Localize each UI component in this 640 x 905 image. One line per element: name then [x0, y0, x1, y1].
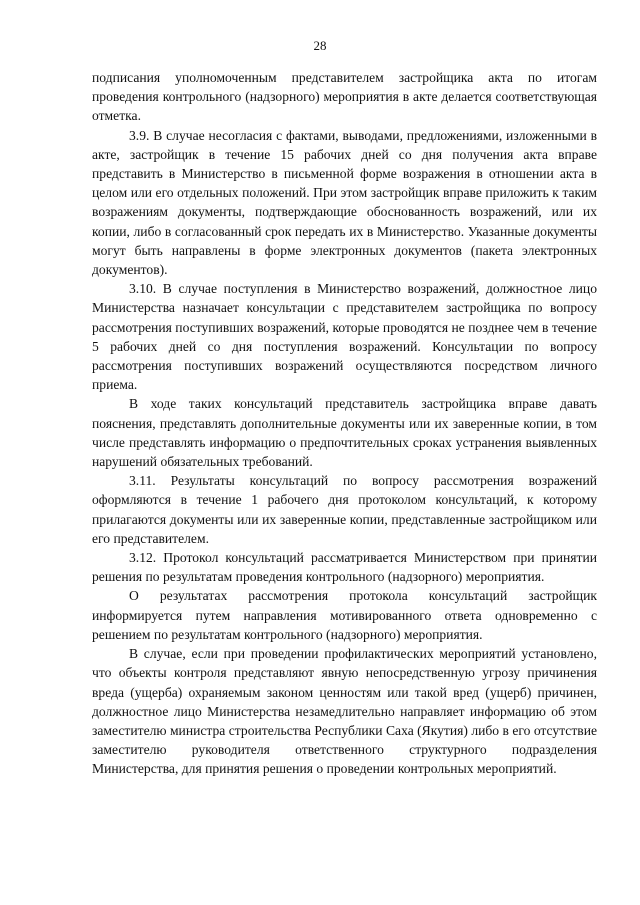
- paragraph-3-12: 3.12. Протокол консультаций рассматривается Министерством при принятии решения по результатам проведения контрольного (надзорного) мероприятия.: [92, 550, 597, 585]
- paragraph-3-11: 3.11. Результаты консультаций по вопросу рассмотрения возражений оформляются в течение 1 рабочего дня протоколом консультаций, к которому прилагаются документы или их заверенные копии, представленные застройщиком или его представителем.: [92, 473, 597, 546]
- paragraph-consultation-rights: В ходе таких консультаций представитель застройщика вправе давать пояснения, представлять дополнительные документы или их заверенные копии, в том числе представлять информацию о предпочтительных сроках устранения выявленных нарушений обязательных требований.: [92, 396, 597, 470]
- paragraph-continuation: подписания уполномоченным представителем застройщика акта по итогам проведения контрольного (надзорного) мероприятия в акте делается соответствующая отметка.: [92, 70, 597, 124]
- paragraph-3-9: 3.9. В случае несогласия с фактами, выводами, предложениями, изложенными в акте, застройщик в течение 15 рабочих дней со дня получения акта вправе представить в Министерство в письменной форме возражения в отношении акта в целом или его отдельных положений. При этом застройщик вправе приложить к таким возражениям документы, подтверждающие обоснованность возражений, или их копии, либо в согласованный срок передать их в Министерство. Указанные документы могут быть направлены в форме электронных документов (пакета электронных документов).: [92, 127, 597, 278]
- document-body: [92, 68, 597, 779]
- paragraph-threat-case: В случае, если при проведении профилактических мероприятий установлено, что объекты контроля представляют явную непосредственную угрозу причинения вреда (ущерба) охраняемым законом ценностям или такой вред (ущерб) причинен, должностное лицо Министерства незамедлительно направляет информацию об этом заместителю министра строительства Республики Саха (Якутия) либо в его отсутствие заместителю руководителя ответственного структурного подразделения Министерства, для принятия решения о проведении контрольных мероприятий.: [92, 646, 597, 777]
- page-number: 28: [313, 38, 327, 53]
- paragraph-3-10: 3.10. В случае поступления в Министерство возражений, должностное лицо Министерства назначает консультации с представителем застройщика по вопросу рассмотрения поступивших возражений, которые проводятся не позднее чем в течение 5 рабочих дней со дня поступления возражений. Консультации по вопросу рассмотрения поступивших возражений осуществляются посредством личного приема.: [92, 281, 597, 393]
- paragraph-review-result: О результатах рассмотрения протокола консультаций застройщик информируется путем направления мотивированного ответа одновременно с решением по результатам контрольного (надзорного) мероприятия.: [92, 588, 597, 642]
